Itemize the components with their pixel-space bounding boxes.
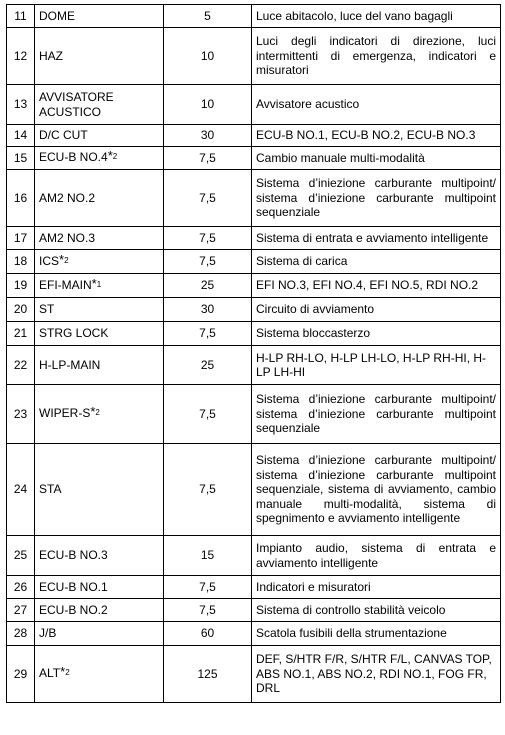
fuse-circuit: Sistema di carica [252,250,501,274]
fuse-ampere: 7,5 [164,576,252,599]
fuse-ampere: 25 [164,346,252,385]
footnote-number: 2 [112,152,118,162]
fuse-ampere: 10 [164,85,252,125]
fuse-name [35,536,164,576]
footnote-marker: *2 [107,148,118,164]
fuse-ampere: 7,5 [164,227,252,250]
fuse-name [35,170,164,227]
fuse-name-text: H-LP-MAIN [39,357,101,372]
fuse-ampere: 7,5 [164,322,252,346]
footnote-marker: *1 [91,275,102,291]
fuse-number: 13 [7,85,35,125]
table-row [7,274,501,298]
fuse-name-text: AM2 NO.3 [39,230,96,245]
fuse-circuit: DEF, S/HTR F/R, S/HTR F/L, CANVAS TOP, ABS NO.1, ABS NO.2, RDI NO.1, FOG FR, DRL [252,646,501,703]
fuse-ampere: 7,5 [164,250,252,274]
table-row [7,646,501,703]
fuse-circuit: Sistema d’iniezione carburante multipoint/ sistema d’iniezione carburante multipoint sequenziale [252,170,501,227]
fuse-ampere: 7,5 [164,444,252,536]
footnote-number: 2 [65,668,70,678]
fuse-number: 18 [7,250,35,274]
fuse-ampere: 125 [164,646,252,703]
footnote-number: 1 [96,279,102,289]
fuse-ampere: 30 [164,298,252,322]
fuse-ampere: 7,5 [164,147,252,170]
fuse-circuit: Indicatori e misuratori [252,576,501,599]
fuse-name [35,322,164,346]
fuse-circuit: Luci degli indicatori di direzione, luci intermittenti di emergenza, indicatori e misuratori [252,28,501,85]
fuse-name [35,5,164,28]
fuse-number: 25 [7,536,35,576]
fuse-name [35,576,164,599]
fuse-name [35,274,164,298]
fuse-name-text: WIPER-S [39,406,91,421]
fuse-table [6,4,501,703]
table-row [7,28,501,85]
table-row [7,622,501,646]
table-row [7,227,501,250]
fuse-name-text: ALT [39,666,61,681]
fuse-name [35,28,164,85]
fuse-circuit: ECU-B NO.1, ECU-B NO.2, ECU-B NO.3 [252,125,501,147]
footnote-number: 2 [64,255,69,265]
fuse-name [35,85,164,125]
fuse-number: 27 [7,599,35,622]
fuse-number: 12 [7,28,35,85]
fuse-ampere: 15 [164,536,252,576]
fuse-name [35,298,164,322]
fuse-ampere: 7,5 [164,170,252,227]
fuse-name [35,250,164,274]
fuse-name-text: HAZ [39,48,63,63]
fuse-number: 23 [7,385,35,444]
fuse-name [35,385,164,444]
fuse-name [35,444,164,536]
fuse-name [35,622,164,646]
fuse-name-text: AVVISATORE ACUSTICO [39,90,114,119]
fuse-table-body [7,5,501,703]
fuse-circuit: Sistema di controllo stabilità veicolo [252,599,501,622]
fuse-circuit: Luce abitacolo, luce del vano bagagli [252,5,501,28]
table-row [7,536,501,576]
fuse-ampere: 25 [164,274,252,298]
fuse-circuit: EFI NO.3, EFI NO.4, EFI NO.5, RDI NO.2 [252,274,501,298]
fuse-name-text: ST [39,302,55,317]
fuse-name-text: DOME [39,8,75,23]
fuse-circuit: Avvisatore acustico [252,85,501,125]
fuse-name [35,646,164,703]
table-row [7,125,501,147]
fuse-circuit: Sistema bloccasterzo [252,322,501,346]
fuse-number: 17 [7,227,35,250]
fuse-circuit: Cambio manuale multi-modalità [252,147,501,170]
fuse-name-text: ECU-B NO.1 [39,579,108,594]
fuse-name-text: ICS [39,253,60,268]
fuse-ampere: 7,5 [164,599,252,622]
fuse-number: 26 [7,576,35,599]
fuse-number: 29 [7,646,35,703]
fuse-name-text: ECU-B NO.2 [39,602,108,617]
fuse-name [35,346,164,385]
table-row [7,298,501,322]
fuse-number: 11 [7,5,35,28]
fuse-ampere: 10 [164,28,252,85]
table-row [7,576,501,599]
table-row [7,85,501,125]
fuse-number: 16 [7,170,35,227]
fuse-number: 24 [7,444,35,536]
table-row [7,599,501,622]
fuse-circuit: Impianto audio, sistema di entrata e avviamento intelligente [252,536,501,576]
fuse-name-text: EFI-MAIN [39,277,92,292]
table-row [7,346,501,385]
fuse-circuit: Sistema d’iniezione carburante multipoint/ sistema d’iniezione carburante multipoint sequenziale [252,385,501,444]
fuse-name-text: STRG LOCK [39,326,109,341]
fuse-ampere: 60 [164,622,252,646]
fuse-name-text: STA [39,482,62,497]
fuse-name [35,147,164,170]
fuse-number: 15 [7,147,35,170]
fuse-number: 28 [7,622,35,646]
footnote-marker: *2 [60,664,70,680]
fuse-name-text: D/C CUT [39,128,88,143]
footnote-marker: *2 [90,404,100,420]
fuse-name [35,599,164,622]
table-row [7,170,501,227]
fuse-number: 21 [7,322,35,346]
fuse-ampere: 30 [164,125,252,147]
fuse-circuit: Circuito di avviamento [252,298,501,322]
footnote-number: 2 [95,408,100,418]
table-row [7,444,501,536]
fuse-number: 19 [7,274,35,298]
table-row [7,147,501,170]
fuse-circuit: Scatola fusibili della strumentazione [252,622,501,646]
fuse-ampere: 5 [164,5,252,28]
fuse-number: 20 [7,298,35,322]
fuse-circuit: Sistema di entrata e avviamento intelligente [252,227,501,250]
fuse-circuit: Sistema d’iniezione carburante multipoint/ sistema d’iniezione carburante multipoint sequenziale, sistema di avviamento, cambio manuale multi-modalità, sistema di spegnimento e avviamento intelligente [252,444,501,536]
fuse-number: 22 [7,346,35,385]
table-row [7,322,501,346]
table-row [7,5,501,28]
table-row [7,250,501,274]
footnote-marker: *2 [59,251,69,267]
fuse-name-text: ECU-B NO.4 [39,150,108,165]
fuse-name-text: J/B [39,626,57,641]
fuse-circuit: H-LP RH-LO, H-LP LH-LO, H-LP RH-HI, H-LP LH-HI [252,346,501,385]
fuse-name-text: ECU-B NO.3 [39,548,108,563]
fuse-ampere: 7,5 [164,385,252,444]
fuse-name-text: AM2 NO.2 [39,190,96,205]
fuse-name [35,125,164,147]
fuse-number: 14 [7,125,35,147]
fuse-name [35,227,164,250]
table-row [7,385,501,444]
